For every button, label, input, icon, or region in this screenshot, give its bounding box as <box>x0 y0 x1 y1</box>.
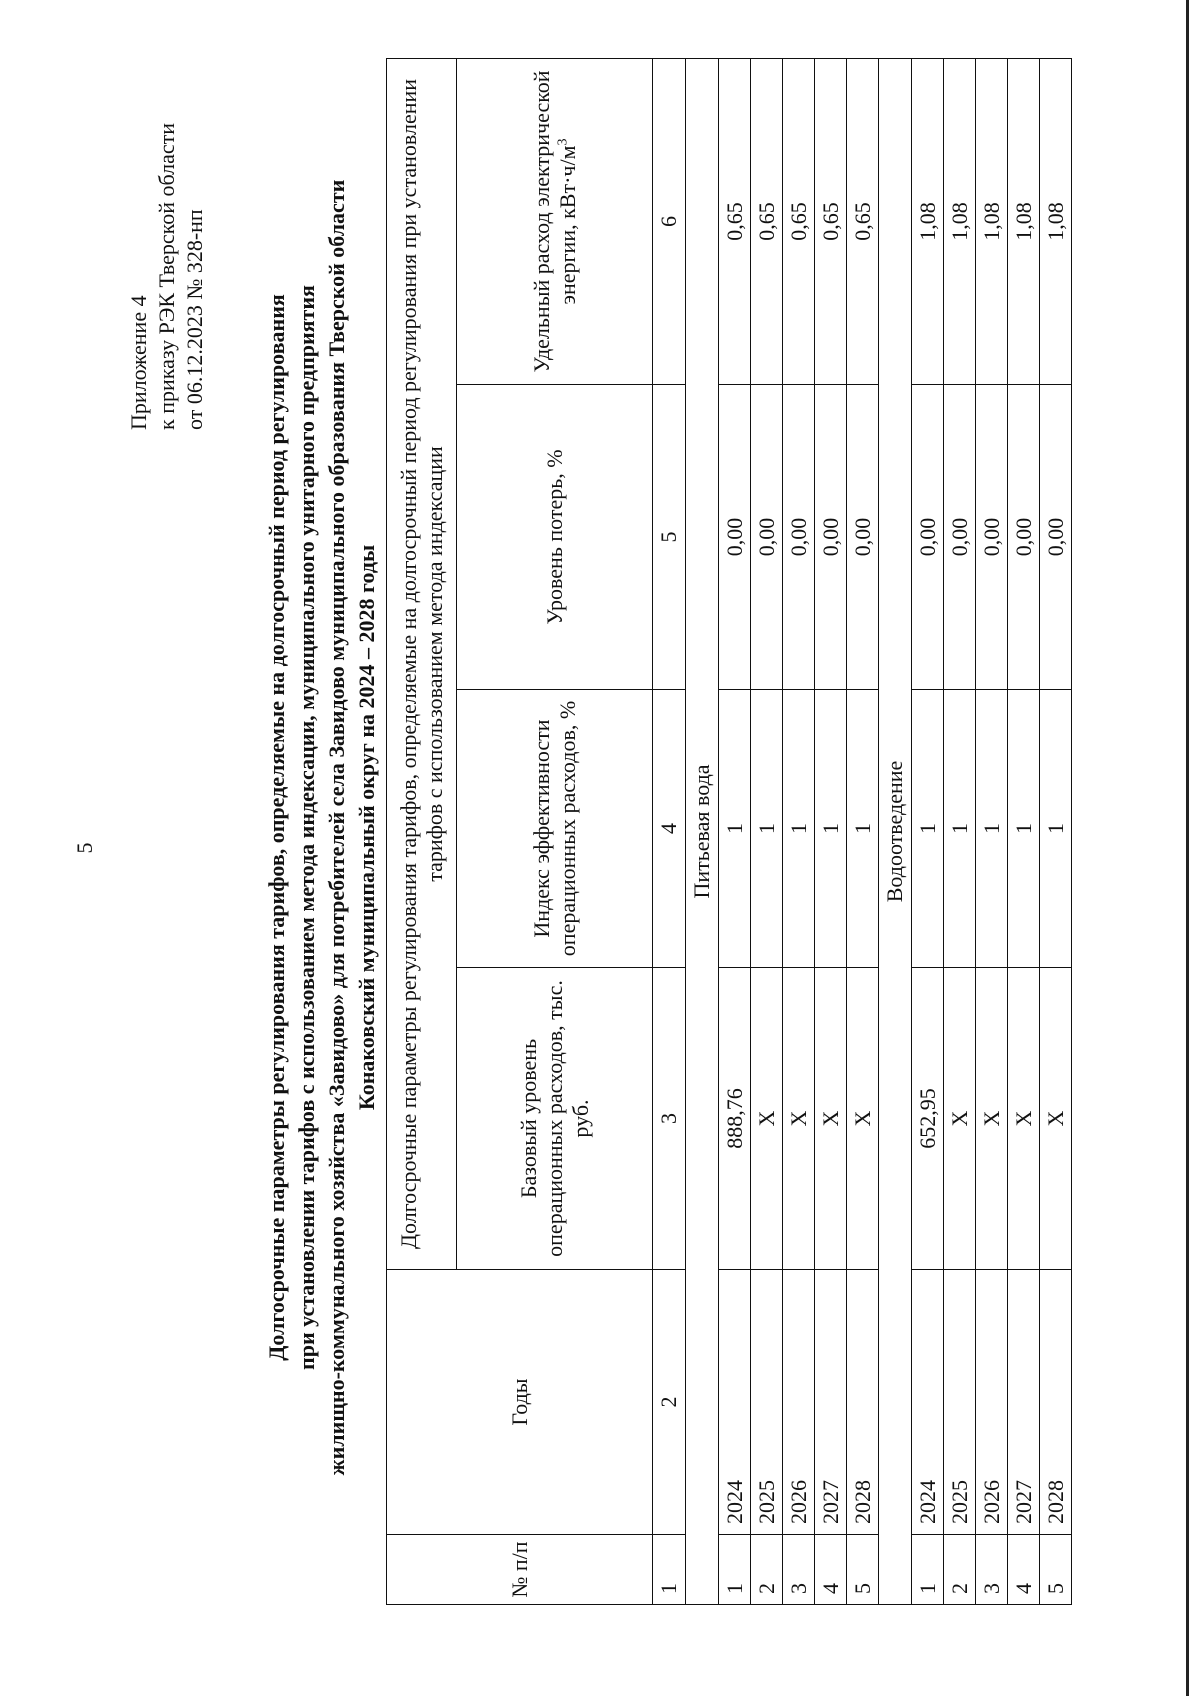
row-year: 2028 <box>847 1270 879 1535</box>
row-base-opex: Х <box>976 968 1008 1270</box>
page-number: 5 <box>72 842 97 854</box>
row-efficiency-index: 1 <box>783 690 815 968</box>
row-energy: 0,65 <box>847 58 879 384</box>
row-losses: 0,00 <box>719 385 751 690</box>
row-efficiency-index: 1 <box>912 690 944 968</box>
row-base-opex: Х <box>944 968 976 1270</box>
table-row <box>719 58 751 1604</box>
row-number: 3 <box>783 1535 815 1605</box>
row-number: 4 <box>815 1535 847 1605</box>
header-base-opex: Базовый уровень операционных расходов, тыс. руб. <box>457 968 653 1270</box>
row-base-opex: Х <box>815 968 847 1270</box>
row-energy: 0,65 <box>719 58 751 384</box>
title-line-3: жилищно-коммунального хозяйства «Завидово» для потребителей села Завидово муниципального образования Тверской области <box>324 179 349 1476</box>
title-line-2: при установлении тарифов с использованием метода индексации, муниципального унитарного предприятия <box>294 285 319 1370</box>
column-number: 1 <box>653 1535 686 1605</box>
row-number: 1 <box>912 1535 944 1605</box>
row-number: 5 <box>847 1535 879 1605</box>
row-number: 1 <box>719 1535 751 1605</box>
row-year: 2028 <box>1040 1270 1072 1535</box>
table-row <box>847 58 879 1604</box>
row-number: 5 <box>1040 1535 1072 1605</box>
appendix-line-2: к приказу РЭК Тверской области <box>154 122 179 430</box>
row-year: 2027 <box>1008 1270 1040 1535</box>
column-number: 3 <box>653 968 686 1270</box>
row-efficiency-index: 1 <box>944 690 976 968</box>
row-energy: 0,65 <box>751 58 783 384</box>
row-efficiency-index: 1 <box>719 690 751 968</box>
header-years: Годы <box>387 1270 653 1535</box>
row-energy: 1,08 <box>1040 58 1072 384</box>
row-energy: 0,65 <box>815 58 847 384</box>
section-title-drinking-water: Питьевая вода <box>686 58 719 1604</box>
header-losses: Уровень потерь, % <box>457 385 653 690</box>
row-efficiency-index: 1 <box>815 690 847 968</box>
row-losses: 0,00 <box>1008 385 1040 690</box>
parameters-table <box>386 58 1072 1605</box>
row-number: 3 <box>976 1535 1008 1605</box>
row-year: 2024 <box>912 1270 944 1535</box>
document-title <box>262 65 382 1590</box>
row-number: 2 <box>944 1535 976 1605</box>
row-base-opex: Х <box>1008 968 1040 1270</box>
table-row <box>783 58 815 1604</box>
row-base-opex: 888,76 <box>719 968 751 1270</box>
row-efficiency-index: 1 <box>976 690 1008 968</box>
row-losses: 0,00 <box>1040 385 1072 690</box>
row-base-opex: 652,95 <box>912 968 944 1270</box>
row-base-opex: Х <box>1040 968 1072 1270</box>
header-energy-consumption: Удельный расход электрической энергии, $кВт\cdot ч/м^3$ <box>457 58 653 384</box>
row-losses: 0,00 <box>751 385 783 690</box>
table-row <box>1040 58 1072 1604</box>
table-row <box>912 58 944 1604</box>
row-efficiency-index: 1 <box>1008 690 1040 968</box>
section-title-wastewater: Водоотведение <box>879 58 912 1604</box>
row-efficiency-index: 1 <box>1040 690 1072 968</box>
row-energy: 1,08 <box>1008 58 1040 384</box>
row-losses: 0,00 <box>912 385 944 690</box>
header-group: Долгосрочные параметры регулирования тарифов, определяемые на долгосрочный период регулирования при установлении тарифов с использованием метода индексации <box>387 58 457 1269</box>
table-row <box>751 58 783 1604</box>
row-number: 2 <box>751 1535 783 1605</box>
column-number: 2 <box>653 1270 686 1535</box>
appendix-reference <box>125 50 209 430</box>
section-row <box>686 58 719 1604</box>
row-losses: 0,00 <box>783 385 815 690</box>
row-base-opex: Х <box>783 968 815 1270</box>
row-losses: 0,00 <box>847 385 879 690</box>
header-efficiency-index: Индекс эффективности операционных расходов, % <box>457 690 653 968</box>
header-number: № п/п <box>387 1535 653 1605</box>
row-energy: 0,65 <box>783 58 815 384</box>
section-row <box>879 58 912 1604</box>
row-year: 2025 <box>944 1270 976 1535</box>
row-efficiency-index: 1 <box>751 690 783 968</box>
column-number: 6 <box>653 58 686 384</box>
row-year: 2026 <box>783 1270 815 1535</box>
row-losses: 0,00 <box>976 385 1008 690</box>
row-year: 2025 <box>751 1270 783 1535</box>
row-number: 4 <box>1008 1535 1040 1605</box>
row-energy: 1,08 <box>976 58 1008 384</box>
row-base-opex: Х <box>751 968 783 1270</box>
row-losses: 0,00 <box>944 385 976 690</box>
row-efficiency-index: 1 <box>847 690 879 968</box>
appendix-line-3: от 06.12.2023 № 328-нп <box>182 209 207 430</box>
row-energy: 1,08 <box>944 58 976 384</box>
row-year: 2027 <box>815 1270 847 1535</box>
table-row <box>1008 58 1040 1604</box>
appendix-line-1: Приложение 4 <box>126 295 151 430</box>
row-energy: 1,08 <box>912 58 944 384</box>
table-row <box>976 58 1008 1604</box>
table-row <box>944 58 976 1604</box>
row-losses: 0,00 <box>815 385 847 690</box>
title-line-1: Долгосрочные параметры регулирования тарифов, определяемые на долгосрочный период регулирования <box>264 294 289 1361</box>
row-year: 2024 <box>719 1270 751 1535</box>
column-number: 5 <box>653 385 686 690</box>
column-numbers-row <box>653 58 686 1604</box>
title-line-4: Конаковский муниципальный округ на 2024 – 2028 годы <box>354 544 379 1111</box>
column-number: 4 <box>653 690 686 968</box>
table-row <box>815 58 847 1604</box>
row-base-opex: Х <box>847 968 879 1270</box>
row-year: 2026 <box>976 1270 1008 1535</box>
